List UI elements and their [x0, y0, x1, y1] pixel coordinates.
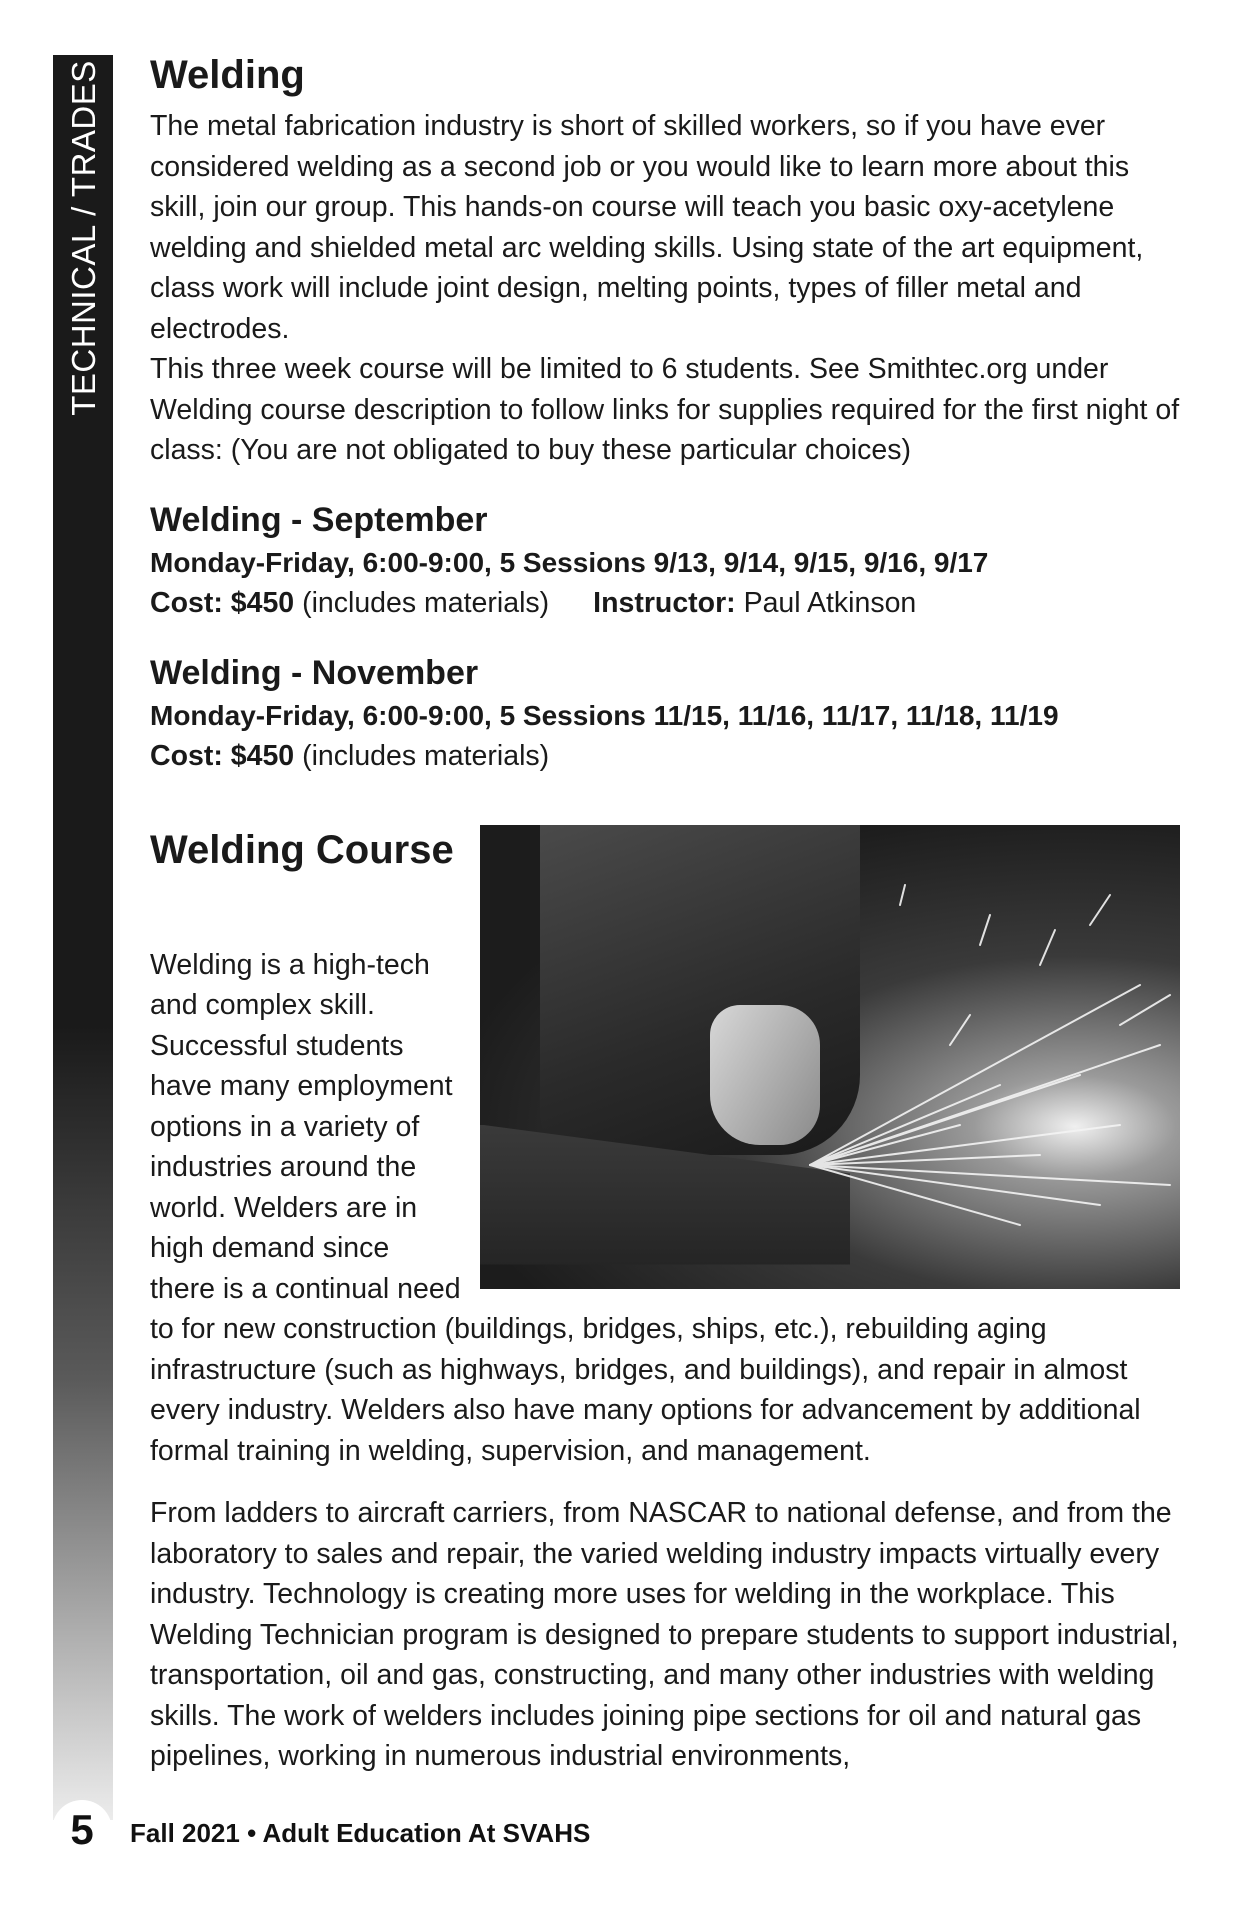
instructor-label: Instructor:: [593, 587, 736, 619]
course-section: [150, 825, 1180, 1777]
course-title: Welding Course: [150, 827, 454, 872]
footer-text: Fall 2021 • Adult Education At SVAHS: [130, 1818, 591, 1848]
welding-intro-2: This three week course will be limited to 6 students. See Smithtec.org under Welding course description to follow links for supplies required for the first night of class: (You are not obligated to buy these particular choices): [150, 353, 1180, 466]
sparks-graphic: [480, 825, 1180, 1289]
page-content: [150, 52, 1180, 1777]
november-cost-line: [150, 736, 1180, 777]
instructor-name: Paul Atkinson: [735, 587, 917, 619]
welding-section: [150, 52, 1180, 471]
course-paragraph-1: Welding is a high-tech and complex skill. Successful students have many employment options in a variety of industries around the world. Welders are in high demand since there is a continual need to for new construction (buildings, bridges, ships, etc.), rebuilding aging infrastructure (such as highways, bridges, and buildings), and repair in almost every industry. Welders also have many options for advancement by additional formal training in welding, supervision, and management.: [150, 948, 1141, 1467]
september-schedule: Monday-Friday, 6:00-9:00, 5 Sessions 9/13, 9/14, 9/15, 9/16, 9/17: [150, 546, 989, 578]
november-schedule: Monday-Friday, 6:00-9:00, 5 Sessions 11/15, 11/16, 11/17, 11/18, 11/19: [150, 699, 1059, 731]
november-cost-label: Cost: $450: [150, 740, 295, 772]
course-paragraph-2: From ladders to aircraft carriers, from NASCAR to national defense, and from the laboratory to sales and repair, the varied welding industry impacts virtually every industry. Technology is creating more uses for welding in the workplace. This Welding Technician program is designed to prepare students to support industrial, transportation, oil and gas, constructing, and many other industries with welding skills. The work of welders includes joining pipe sections for oil and natural gas pipelines, working in numerous industrial environments,: [150, 1497, 1179, 1772]
november-cost-note: (includes materials): [294, 740, 550, 772]
september-cost-line: [150, 583, 1180, 624]
september-cost-label: Cost: $450: [150, 587, 295, 619]
september-section: [150, 499, 1180, 624]
page-number: 5: [52, 1800, 112, 1860]
welding-photo: [480, 825, 1180, 1289]
welding-intro: The metal fabrication industry is short of skilled workers, so if you have ever considered welding as a second job or you would like to learn more about this skill, join our group. This hands-on course will teach you basic oxy-acetylene welding and shielded metal arc welding skills. Using state of the art equipment, class work will include joint design, melting points, types of filler metal and electrodes.: [150, 110, 1144, 345]
section-label: TECHNICAL / TRADES: [65, 60, 102, 416]
september-title: Welding - September: [150, 500, 488, 539]
november-title: Welding - November: [150, 653, 479, 692]
welding-title: Welding: [150, 53, 305, 97]
november-section: [150, 652, 1180, 777]
september-cost-note: (includes materials): [294, 587, 550, 619]
